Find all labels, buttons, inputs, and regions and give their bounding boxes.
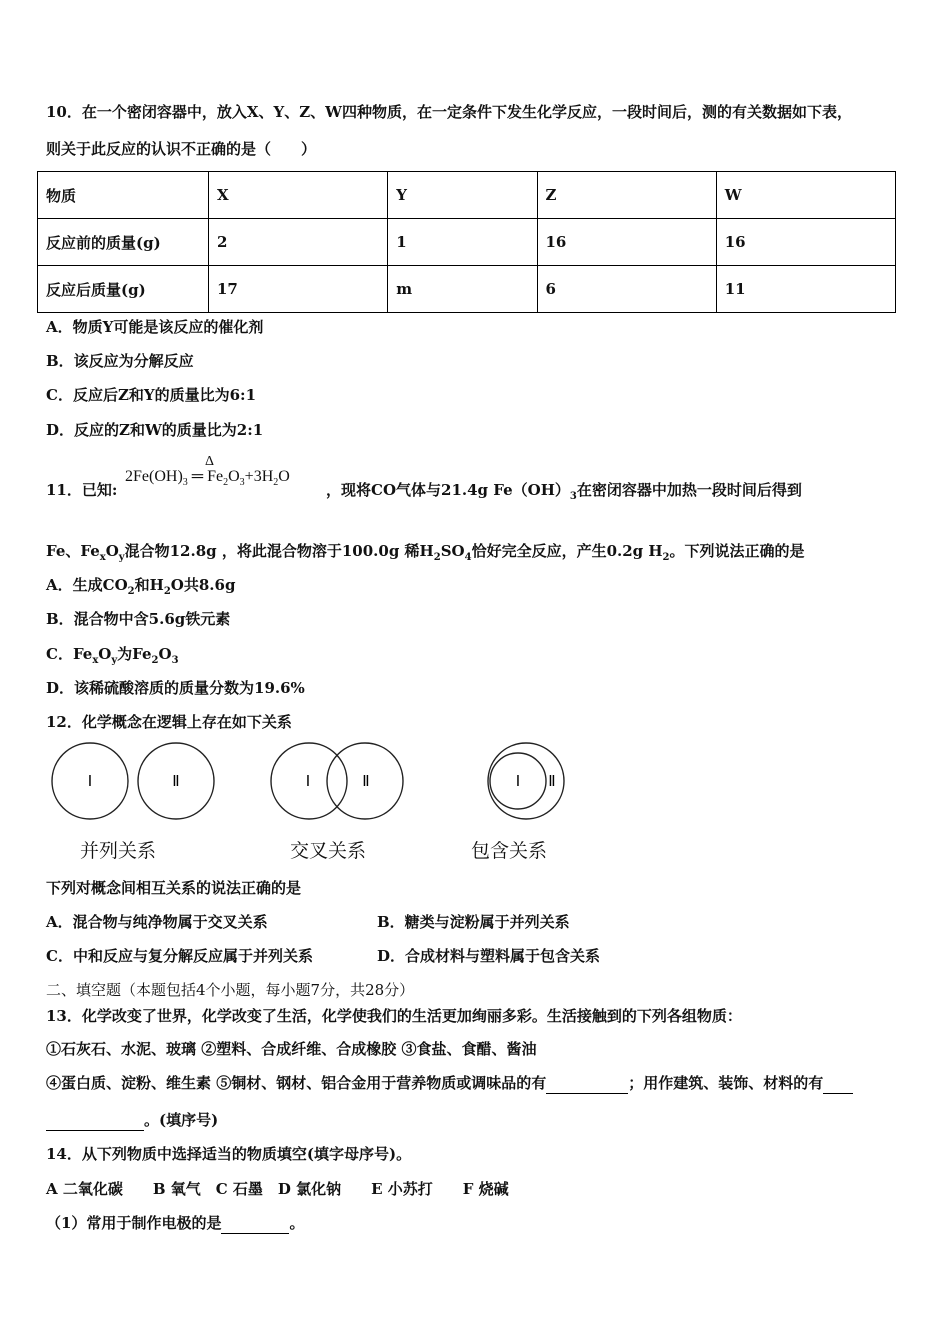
q10-option-c: C．反应后Z和Y的质量比为6:1 [46,386,257,404]
q11-option-c: C．$Fe_xO_y$为$Fe_2O_3$ [46,645,179,666]
set-two-label: Ⅱ [172,774,180,790]
q14-sub1: （1）常用于制作电极的是 。 [46,1214,305,1232]
set-two-label: Ⅱ [362,774,370,790]
q11-option-a: A．生成$CO_2$和$H_2O$共8.6g [46,576,236,597]
q11-prefix: 11．已知: [46,481,118,499]
table-cell: 反应前的质量(g) [38,219,209,266]
contain-relation-diagram [485,740,570,826]
q10-data-table [37,171,896,313]
q13-stem: 13．化学改变了世界，化学改变了生活，化学使我们的生活更加绚丽多彩。生活接触到的下列各组物质： [46,1007,742,1025]
section-heading: 二、填空题（本题包括4个小题，每小题7分，共28分） [46,981,415,999]
q11-equation [125,454,290,489]
intersect-relation-diagram [266,740,411,826]
parallel-relation-label: 并列关系 [80,840,157,862]
table-cell: 11 [716,266,895,313]
parallel-relation-diagram [46,740,221,826]
table-cell: W [716,172,895,219]
q14-choices: A 二氧化碳 B 氧气 C 石墨 D 氯化钠 E 小苏打 F 烧碱 [46,1180,509,1198]
equation-body: $2Fe(OH)_3$ ═ $Fe_2O_3+3H_2O$ [125,468,290,489]
q11-stem-line2: Fe、$Fe_xO_y$混合物12.8g ，将此混合物溶于100.0g 稀$H_2SO_4$恰好完全反应，产生0.2g $H_2$。下列说法正确的是 [46,542,805,563]
table-cell: X [209,172,388,219]
table-cell: 6 [537,266,716,313]
table-cell: 2 [209,219,388,266]
table-cell: Y [388,172,537,219]
table-row [38,266,896,313]
q12-option-b: B．糖类与淀粉属于并列关系 [377,913,570,931]
table-cell: 17 [209,266,388,313]
table-row [38,172,896,219]
answer-blank-1[interactable] [546,1073,628,1094]
q12-stem: 12．化学概念在逻辑上存在如下关系 [46,713,292,731]
set-two-label: Ⅱ [548,774,556,790]
q13-groups-line1: ①石灰石、水泥、玻璃 ②塑料、合成纤维、合成橡胶 ③食盐、食醋、酱油 [46,1040,537,1058]
contain-relation-label: 包含关系 [471,840,548,862]
q11-option-b: B．混合物中含5.6g铁元素 [46,610,231,628]
answer-blank-2[interactable] [823,1073,853,1094]
q10-option-b: B．该反应为分解反应 [46,352,194,370]
q13-tail: 。(填序号) [46,1110,218,1131]
heating-delta: Δ [205,454,215,469]
table-row [38,219,896,266]
table-cell: 16 [716,219,895,266]
answer-blank-3[interactable] [221,1213,289,1234]
q11-stem-tail: ，现将CO气体与21.4g $Fe(OH)_3$在密闭容器中加热一段时间后得到 [326,481,802,502]
table-cell: Z [537,172,716,219]
table-cell: 1 [388,219,537,266]
set-one-label: Ⅰ [305,774,311,790]
q10-option-d: D．反应的Z和W的质量比为2:1 [46,421,264,439]
q10-stem-line2: 则关于此反应的认识不正确的是（ ） [46,140,317,158]
set-one-label: Ⅰ [515,774,521,790]
q10-stem-line1: 10．在一个密闭容器中，放入X、Y、Z、W四种物质，在一定条件下发生化学反应，一段时间后，测的有关数据如下表， [46,103,853,121]
table-cell: 物质 [38,172,209,219]
table-cell: 16 [537,219,716,266]
intersect-relation-label: 交叉关系 [290,840,367,862]
q10-option-a: A．物质Y可能是该反应的催化剂 [46,318,264,336]
q13-groups-line2: ④蛋白质、淀粉、维生素 ⑤铜材、钢材、铝合金用于营养物质或调味品的有 ；用作建筑、装饰、材料的有 [46,1073,853,1094]
answer-blank-2-cont[interactable] [46,1110,144,1131]
q12-option-a: A．混合物与纯净物属于交叉关系 [46,913,268,931]
q12-option-c: C．中和反应与复分解反应属于并列关系 [46,947,313,965]
q12-option-d: D．合成材料与塑料属于包含关系 [377,947,601,965]
q14-stem: 14．从下列物质中选择适当的物质填空(填字母序号)。 [46,1145,412,1163]
set-one-label: Ⅰ [87,774,93,790]
table-cell: m [388,266,537,313]
table-cell: 反应后质量(g) [38,266,209,313]
q11-option-d: D．该稀硫酸溶质的质量分数为19.6% [46,679,305,697]
q12-question: 下列对概念间相互关系的说法正确的是 [46,879,302,897]
